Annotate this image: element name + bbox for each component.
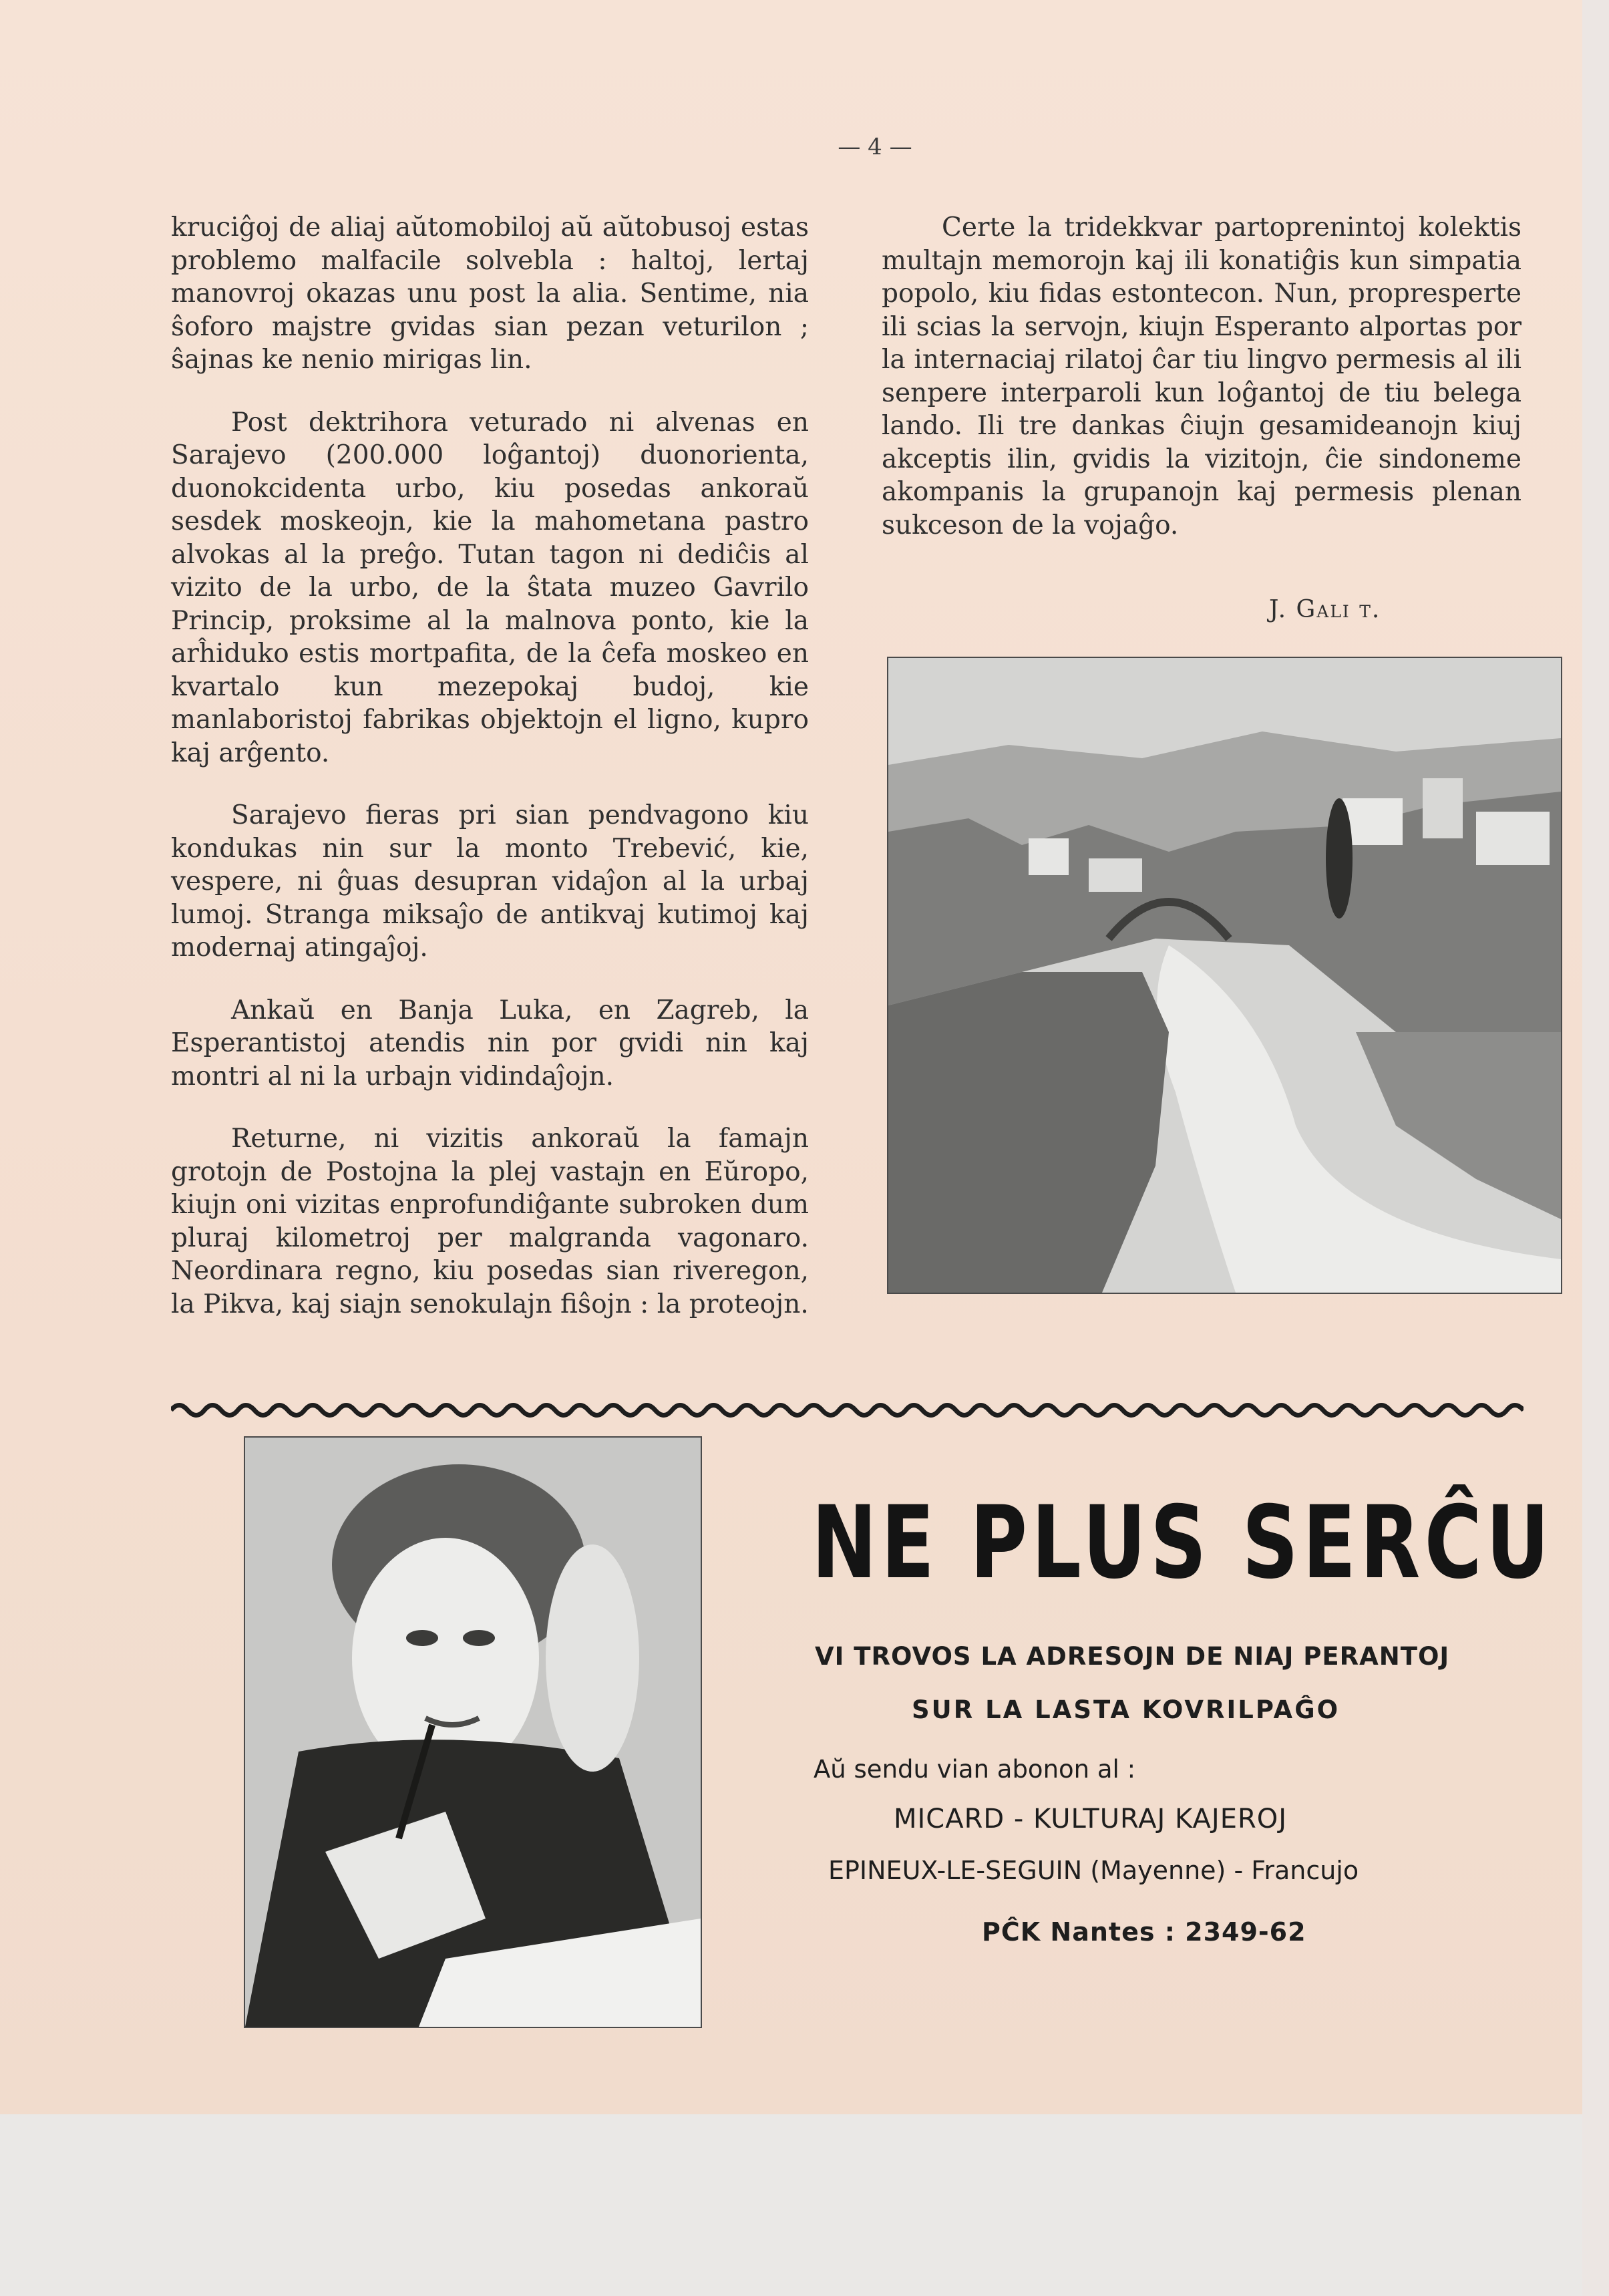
paragraph: Ankaŭ en Banja Luka, en Zagreb, la Esperantistoj atendis nin por gvidi nin kaj montri al ni la urbajn vidindaĵojn. bbox=[171, 995, 809, 1092]
scan-margin bbox=[0, 2114, 1609, 2296]
city-river-photo bbox=[887, 657, 1562, 1294]
advert-headline: NE PLUS SERĈU bbox=[812, 1485, 1554, 1601]
advert-line-recipient: MICARD - KULTURAJ KAJEROJ bbox=[894, 1804, 1288, 1834]
paragraph: Returne, ni vizitis ankoraŭ la famajn grotojn de Postojna la plej vastajn en Eŭropo, kiujn oni vizitas enprofundiĝante subroken dum pluraj kilometroj per malgranda vagonaro. Neordinara regno, kiu posedas sian riveregon, la Pikva, kaj siajn senokulajn fiŝojn : la proteojn. bbox=[171, 1124, 809, 1319]
advert-line-addresses: VI TROVOS LA ADRESOJN DE NIAJ PERANTOJ bbox=[815, 1642, 1450, 1671]
advert-line-account: PĈK Nantes : 2349-62 bbox=[982, 1917, 1306, 1947]
scan-edge bbox=[1582, 0, 1609, 2296]
article-right-column bbox=[882, 211, 1522, 571]
paragraph: kruciĝoj de aliaj aŭtomobiloj aŭ aŭtobusoj estas problemo malfacile solvebla : haltoj, lertaj manovroj okazas unu post la alia. Sentime, nia ŝoforo majstre gvidas sian pezan veturilon ; ŝajnas ke nenio mirigas lin. bbox=[171, 212, 809, 375]
decorative-wave-divider bbox=[171, 1400, 1524, 1420]
advert-line-subscribe: Aŭ sendu vian abonon al : bbox=[814, 1755, 1136, 1784]
woman-portrait-photo bbox=[244, 1436, 702, 2028]
author-signature: J. Gali t. bbox=[1269, 596, 1381, 623]
paragraph: Post dektrihora veturado ni alvenas en Sarajevo (200.000 loĝantoj) duonorienta, duonokcidenta urbo, kiu posedas ankoraŭ sesdek moskeojn, kie la mahometana pastro alvokas al la preĝo. Tutan tagon ni dediĉis al vizito de la urbo, de la ŝtata muzeo Gavrilo Princip, proksime al la malnova ponto, kie la arĥiduko estis mortpafita, de la ĉefa moskeo en kvartalo kun mezepokaj budoj, kie manlaboristoj fabrikas objektojn el ligno, kupro kaj arĝento. bbox=[171, 407, 809, 768]
advert-line-address: EPINEUX-LE-SEGUIN (Mayenne) - Francujo bbox=[828, 1856, 1359, 1885]
paragraph: Certe la tridekkvar partoprenintoj kolektis multajn memorojn kaj ili konatiĝis kun simpatia popolo, kiu fidas estontecon. Nun, propresperte ili scias la servojn, kiujn Esperanto alportas por la internaciaj rilatoj ĉar tiu lingvo permesis al ili senpere interparoli kun loĝantoj de tiu belega lando. Ili tre dankas ĉiujn gesamideanojn kiuj akceptis ilin, gvidis la vizitojn, ĉie sindoneme akompanis la grupanojn kaj permesis plenan sukceson de la vojaĝo. bbox=[882, 212, 1522, 540]
page-number: — 4 — bbox=[838, 134, 912, 160]
advert-line-cover: SUR LA LASTA KOVRILPAĜO bbox=[912, 1695, 1340, 1724]
paragraph: Sarajevo fieras pri sian pendvagono kiu kondukas nin sur la monto Trebević, kie, vespere, ni ĝuas desupran vidaĵon al la urbaj lumoj. Stranga miksaĵo de antikvaj kutimoj kaj modernaj atingaĵoj. bbox=[171, 800, 809, 963]
article-left-column bbox=[171, 211, 809, 1350]
